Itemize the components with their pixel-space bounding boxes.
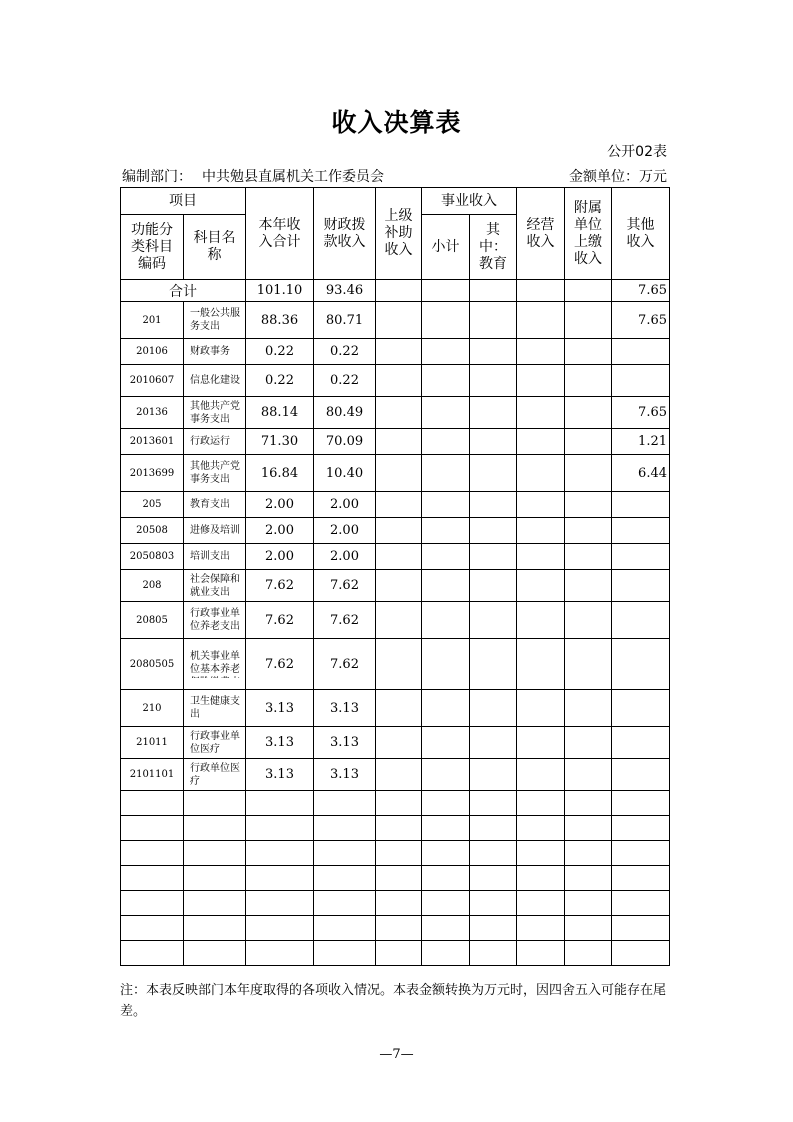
func-code-cell: 20106 [121,339,184,365]
empty-cell [246,891,314,916]
table-row [121,429,670,455]
empty-cell [565,602,612,639]
empty-cell [246,941,314,966]
empty-cell [422,339,470,365]
fiscal-cell: 80.49 [314,397,376,429]
empty-cell [470,339,517,365]
empty-cell [376,570,422,602]
func-code-cell: 2050803 [121,544,184,570]
empty-cell [422,455,470,492]
header-of-which: 其中：教育 [470,215,517,280]
empty-cell [565,397,612,429]
subject-name-text: 社会保障和就业支出 [190,573,240,598]
fiscal-cell: 10.40 [314,455,376,492]
header-business: 事业收入 [422,188,517,215]
page-number: —7— [379,1047,414,1062]
header-fiscal: 财政拨款收入 [314,188,376,280]
empty-cell [376,639,422,690]
subject-name-text: 教育支出 [190,499,230,510]
empty-cell [422,365,470,397]
empty-cell [121,916,184,941]
empty-cell [246,791,314,816]
empty-cell [376,759,422,791]
empty-cell [246,866,314,891]
empty-cell [470,302,517,339]
other-income-cell [612,639,670,690]
empty-row [121,941,670,966]
empty-cell [376,280,422,302]
empty-cell [612,891,670,916]
header-superior: 上级补助收入 [376,188,422,280]
total-income-cell: 7.62 [246,639,314,690]
empty-cell [517,544,565,570]
func-code-cell: 20136 [121,397,184,429]
empty-cell [612,791,670,816]
subject-name-text: 培训支出 [190,551,230,562]
empty-cell [246,916,314,941]
subject-name-cell [184,302,246,339]
subject-name-cell [184,727,246,759]
empty-cell [422,302,470,339]
empty-cell [422,891,470,916]
total-income-cell: 3.13 [246,690,314,727]
empty-cell [517,602,565,639]
department-line [122,166,384,186]
empty-cell [470,759,517,791]
empty-row [121,891,670,916]
empty-cell [121,791,184,816]
table-row [121,570,670,602]
empty-cell [470,690,517,727]
empty-cell [565,518,612,544]
empty-cell [376,816,422,841]
empty-cell [565,639,612,690]
other-income-cell [612,518,670,544]
total-income-cell: 0.22 [246,365,314,397]
empty-cell [565,791,612,816]
other-income-cell [612,544,670,570]
subject-name-cell [184,455,246,492]
empty-cell [517,302,565,339]
header-affiliated: 附属单位上缴收入 [565,188,612,280]
table-row [121,455,670,492]
empty-cell [121,891,184,916]
empty-cell [376,791,422,816]
empty-cell [565,492,612,518]
empty-cell [470,455,517,492]
empty-cell [517,365,565,397]
empty-cell [376,841,422,866]
header-other: 其他收入 [612,188,670,280]
empty-cell [517,280,565,302]
subject-name-cell [184,602,246,639]
subject-name-text: 行政运行 [190,436,230,447]
empty-cell [422,544,470,570]
other-income-cell: 7.65 [612,302,670,339]
header-operating: 经营收入 [517,188,565,280]
empty-cell [314,866,376,891]
empty-cell [517,570,565,602]
empty-cell [376,429,422,455]
empty-cell [517,455,565,492]
empty-cell [517,841,565,866]
total-income-cell: 7.62 [246,570,314,602]
empty-cell [565,544,612,570]
empty-cell [470,544,517,570]
empty-cell [565,690,612,727]
fiscal-cell: 2.00 [314,544,376,570]
func-code-cell: 2101101 [121,759,184,791]
empty-cell [517,941,565,966]
empty-cell [517,727,565,759]
table-row [121,518,670,544]
empty-cell [565,727,612,759]
subject-name-cell [184,365,246,397]
fiscal-cell: 0.22 [314,365,376,397]
subject-name-cell [184,518,246,544]
empty-cell [470,492,517,518]
header-item: 项目 [121,188,246,215]
fiscal-cell: 3.13 [314,727,376,759]
table-row [121,397,670,429]
empty-cell [517,690,565,727]
footnote: 注：本表反映部门本年度取得的各项收入情况。本表金额转换为万元时，因四舍五入可能存在尾差。 [120,983,667,1019]
empty-row [121,841,670,866]
amount-unit: 金额单位：万元 [569,169,667,185]
other-income-cell [612,570,670,602]
empty-cell [422,429,470,455]
empty-cell [314,916,376,941]
empty-cell [184,816,246,841]
total-label: 合计 [121,280,246,302]
total-other-value: 7.65 [612,280,670,302]
fiscal-cell: 2.00 [314,492,376,518]
subject-name-text: 其他共产党事务支出 [190,400,240,425]
empty-cell [422,280,470,302]
empty-cell [422,518,470,544]
empty-cell [470,397,517,429]
fiscal-cell: 0.22 [314,339,376,365]
empty-cell [376,690,422,727]
fiscal-cell: 3.13 [314,690,376,727]
func-code-cell: 20805 [121,602,184,639]
empty-cell [121,941,184,966]
header-func-code: 功能分类科目编码 [121,215,184,280]
empty-cell [121,816,184,841]
empty-cell [422,916,470,941]
empty-cell [517,397,565,429]
empty-cell [422,841,470,866]
empty-cell [612,941,670,966]
empty-cell [565,365,612,397]
empty-cell [314,891,376,916]
fiscal-cell: 2.00 [314,518,376,544]
empty-cell [422,397,470,429]
empty-row [121,791,670,816]
empty-cell [422,690,470,727]
subject-name-text: 其他共产党事务支出 [190,461,240,485]
header-subtotal: 小计 [422,215,470,280]
header-total-income: 本年收入合计 [246,188,314,280]
other-income-cell [612,690,670,727]
total-income-cell: 2.00 [246,492,314,518]
func-code-cell: 201 [121,302,184,339]
empty-cell [470,866,517,891]
form-number: 公开02表 [607,144,667,160]
subject-name-text: 一般公共服务支出 [190,308,240,332]
empty-cell [612,916,670,941]
empty-cell [376,891,422,916]
func-code-cell: 20508 [121,518,184,544]
header-subject-name: 科目名称 [184,215,246,280]
empty-cell [565,866,612,891]
empty-cell [376,397,422,429]
empty-cell [246,816,314,841]
total-income-value: 101.10 [246,280,314,302]
empty-cell [565,841,612,866]
func-code-cell: 2013699 [121,455,184,492]
empty-cell [565,429,612,455]
empty-cell [470,570,517,602]
empty-cell [376,365,422,397]
empty-cell [517,339,565,365]
other-income-cell [612,339,670,365]
empty-cell [470,841,517,866]
empty-cell [565,455,612,492]
table-row [121,727,670,759]
subject-name-cell [184,544,246,570]
empty-cell [517,866,565,891]
empty-cell [517,759,565,791]
empty-cell [376,339,422,365]
income-table [120,187,670,966]
other-income-cell [612,727,670,759]
empty-cell [470,602,517,639]
subject-name-cell [184,759,246,791]
empty-cell [376,602,422,639]
func-code-cell: 205 [121,492,184,518]
empty-cell [376,544,422,570]
empty-cell [517,791,565,816]
subject-name-cell [184,429,246,455]
empty-cell [565,816,612,841]
empty-cell [565,759,612,791]
empty-cell [470,941,517,966]
func-code-cell: 2080505 [121,639,184,690]
empty-cell [314,816,376,841]
subject-name-text: 机关事业单位基本养老 [190,651,240,675]
total-income-cell: 88.14 [246,397,314,429]
empty-cell [376,492,422,518]
total-income-cell: 2.00 [246,544,314,570]
empty-cell [121,841,184,866]
empty-cell [184,841,246,866]
empty-cell [565,280,612,302]
total-row [121,280,670,302]
fiscal-cell: 80.71 [314,302,376,339]
department-label: 编制部门： [122,169,192,185]
empty-cell [376,916,422,941]
subject-name-text: 进修及培训 [190,525,240,536]
empty-cell [184,791,246,816]
empty-cell [565,302,612,339]
subject-name-text: 财政事务 [190,346,230,357]
empty-cell [184,866,246,891]
table-row [121,690,670,727]
subject-name-text: 行政单位医疗 [190,762,240,787]
empty-cell [422,492,470,518]
empty-cell [470,891,517,916]
fiscal-cell: 7.62 [314,639,376,690]
empty-cell [376,302,422,339]
empty-cell [470,639,517,690]
subject-name-cell [184,397,246,429]
table-row [121,759,670,791]
empty-cell [376,727,422,759]
total-fiscal-value: 93.46 [314,280,376,302]
subject-name-text: 信息化建设 [190,375,240,386]
empty-cell [470,365,517,397]
table-row [121,639,670,690]
func-code-cell: 208 [121,570,184,602]
fiscal-cell: 3.13 [314,759,376,791]
table-row [121,365,670,397]
func-code-cell: 210 [121,690,184,727]
empty-cell [422,570,470,602]
subject-name-cell [184,690,246,727]
empty-cell [422,602,470,639]
fiscal-cell: 70.09 [314,429,376,455]
table-row [121,492,670,518]
total-income-cell: 88.36 [246,302,314,339]
total-income-cell: 71.30 [246,429,314,455]
empty-cell [422,759,470,791]
total-income-cell: 7.62 [246,602,314,639]
empty-cell [565,941,612,966]
subject-name-cell [184,570,246,602]
empty-cell [612,816,670,841]
total-income-cell: 3.13 [246,759,314,791]
empty-cell [422,866,470,891]
total-income-cell: 0.22 [246,339,314,365]
empty-cell [422,727,470,759]
empty-cell [376,518,422,544]
empty-row [121,816,670,841]
empty-cell [376,866,422,891]
other-income-cell [612,492,670,518]
empty-cell [517,492,565,518]
empty-cell [422,639,470,690]
table-row [121,339,670,365]
empty-row [121,916,670,941]
empty-cell [314,941,376,966]
empty-cell [517,816,565,841]
empty-cell [121,866,184,891]
total-income-cell: 16.84 [246,455,314,492]
empty-cell [470,791,517,816]
department-name: 中共勉县直属机关工作委员会 [202,169,384,185]
other-income-cell: 7.65 [612,397,670,429]
subject-name-text: 行政事业单位养老支出 [190,608,240,632]
func-code-cell: 2013601 [121,429,184,455]
subject-name-cell [184,339,246,365]
fiscal-cell: 7.62 [314,570,376,602]
other-income-cell: 6.44 [612,455,670,492]
empty-cell [184,941,246,966]
table-row [121,302,670,339]
empty-cell [565,339,612,365]
empty-cell [470,727,517,759]
empty-cell [517,916,565,941]
empty-cell [422,816,470,841]
empty-cell [422,791,470,816]
empty-cell [376,455,422,492]
empty-cell [470,280,517,302]
total-income-cell: 3.13 [246,727,314,759]
empty-cell [517,891,565,916]
empty-cell [565,891,612,916]
empty-cell [612,866,670,891]
func-code-cell: 2010607 [121,365,184,397]
table-row [121,602,670,639]
func-code-cell: 21011 [121,727,184,759]
empty-cell [565,916,612,941]
other-income-cell [612,365,670,397]
fiscal-cell: 7.62 [314,602,376,639]
empty-cell [565,570,612,602]
empty-cell [517,429,565,455]
subject-name-cell [184,639,246,690]
empty-cell [612,841,670,866]
empty-cell [517,639,565,690]
other-income-cell [612,602,670,639]
other-income-cell [612,759,670,791]
empty-cell [184,916,246,941]
empty-cell [314,791,376,816]
other-income-cell: 1.21 [612,429,670,455]
subject-name-text: 卫生健康支出 [190,696,240,720]
empty-cell [314,841,376,866]
empty-cell [376,941,422,966]
subject-name-text: 行政事业单位医疗 [190,730,240,755]
empty-cell [184,891,246,916]
empty-cell [470,816,517,841]
empty-cell [422,941,470,966]
table-row [121,544,670,570]
empty-cell [517,518,565,544]
empty-cell [470,518,517,544]
page-title: 收入决算表 [331,108,462,137]
empty-cell [470,916,517,941]
subject-name-cell [184,492,246,518]
empty-cell [246,841,314,866]
empty-row [121,866,670,891]
total-income-cell: 2.00 [246,518,314,544]
empty-cell [470,429,517,455]
